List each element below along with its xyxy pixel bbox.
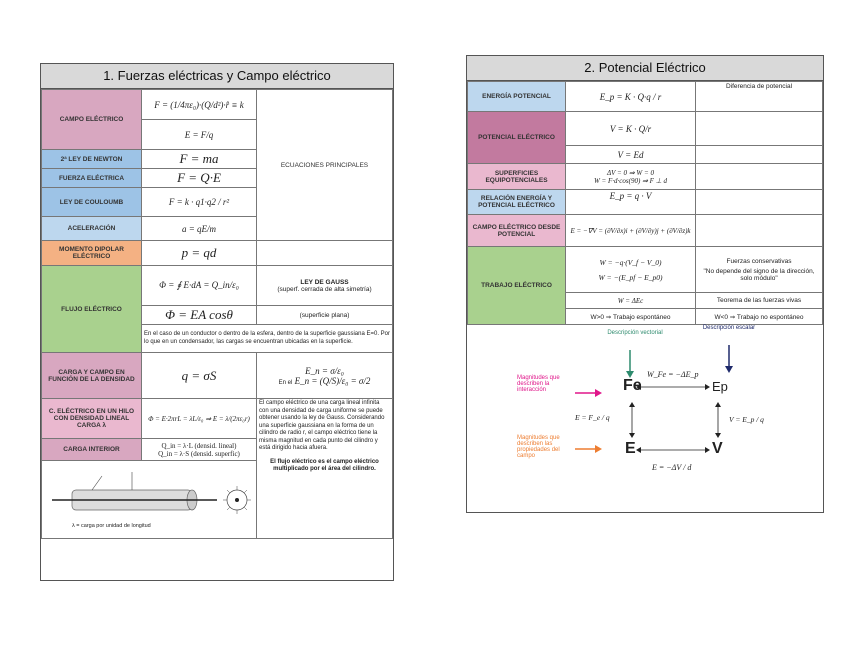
- formula-en-2-text: E_n = (Q/S)/ε₀ = σ/2: [294, 375, 371, 386]
- superficie-plana: (superficie plana): [257, 306, 393, 325]
- trabajo-espontaneo: W>0 ⇒ Trabajo espontáneo: [566, 309, 696, 325]
- label-aceleracion: ACELERACIÓN: [42, 217, 142, 241]
- formula-flujo-2: Φ = EA cosθ: [142, 306, 257, 325]
- magnitudes-campo: Magnitudes que describen las propiedades del campo: [517, 435, 560, 459]
- formula-en: [257, 353, 393, 399]
- trabajo-no-espontaneo: W<0 ⇒ Trabajo no espontáneo: [696, 309, 823, 325]
- formula-coulomb: F = k · q1·q2 / r²: [142, 188, 257, 217]
- empty-cell: [696, 164, 823, 190]
- formula-flujo-1: Φ = ∮ E·dA = Q_in/ε₀: [142, 266, 257, 306]
- label-relacion: RELACIÓN ENERGÍA Y POTENCIAL ELÉCTRICO: [468, 190, 566, 215]
- label-flujo: FLUJO ELÉCTRICO: [42, 266, 142, 353]
- empty-cell: [696, 146, 823, 164]
- equation-e-fe: E = F_e / q: [575, 413, 610, 422]
- conservativas-note: "No depende del signo de la dirección, solo módulo": [703, 267, 815, 282]
- sheet1-title: 1. Fuerzas eléctricas y Campo eléctrico: [41, 64, 393, 89]
- sheet-potencial-electrico: [466, 55, 824, 513]
- equation-wfe: W_Fe = −ΔE_p: [647, 370, 699, 379]
- label-potencial: POTENCIAL ELÉCTRICO: [468, 112, 566, 164]
- equation-e-grad: E = −ΔV / d: [652, 463, 692, 472]
- concept-diagram: [467, 325, 823, 495]
- empty-cell: [696, 215, 823, 247]
- sheet2-table: [467, 81, 823, 325]
- conservativas-cell: [696, 247, 823, 293]
- formula-potencial-1: V = K · Q/r: [566, 112, 696, 146]
- label-newton: 2ª LEY DE NEWTON: [42, 150, 142, 169]
- empty-cell: [257, 241, 393, 266]
- label-superficies: SUPERFICIES EQUIPOTENCIALES: [468, 164, 566, 190]
- trabajo-line-2: W = −(E_pf − E_p0): [598, 272, 663, 282]
- desc-vectorial: Descripción vectorial: [607, 330, 663, 336]
- formula-campo-1: F = (1/4πε₀)·(Q/d²)·r̂ ≡ k: [142, 90, 257, 120]
- formula-carga: q = σS: [142, 353, 257, 399]
- flujo-bold-note: El flujo eléctrico es el campo eléctrico multiplicado por el área del cilindro.: [270, 458, 379, 472]
- hilo-note: El campo eléctrico de una carga lineal infinita con una densidad de carga uniforme se puede obtener usando la ley de Gauss. Considerando una superficie gaussiana en la forma de un cilindro de radio r, el campo eléctrico tiene la misma magnitud en cada punto del cilindro y está dirigido hacia afuera.: [259, 400, 385, 451]
- gauss-sub: (superf. cerrada de alta simetría): [277, 285, 372, 293]
- sheet2-title: 2. Potencial Eléctrico: [467, 56, 823, 81]
- formula-dipolo: p = qd: [142, 241, 257, 266]
- superficies-line-1: ΔV = 0 ⇒ W = 0: [607, 168, 654, 177]
- formula-delta-ec: W = ΔEc: [566, 293, 696, 309]
- empty-cell: [696, 190, 823, 215]
- cylinder-diagram-cell: [42, 461, 257, 539]
- interior-line-2: Q_in = λ·S (densid. superfic): [158, 449, 240, 458]
- label-campo: CAMPO ELÉCTRICO: [42, 90, 142, 150]
- ecuaciones-principales: ECUACIONES PRINCIPALES: [257, 90, 393, 241]
- diagram-arrows: [467, 325, 823, 495]
- en-el-text: En el: [278, 379, 293, 386]
- gauss-title: LEY DE GAUSS: [300, 278, 349, 286]
- label-trabajo: TRABAJO ELÉCTRICO: [468, 247, 566, 325]
- formula-fuerza: F = Q·E: [142, 169, 257, 188]
- magnitudes-interaccion: Magnitudes que describen la interacción: [517, 375, 560, 393]
- formula-trabajo: [566, 247, 696, 293]
- label-carga-interior: CARGA INTERIOR: [42, 439, 142, 461]
- formula-relacion: E_p = q · V: [566, 190, 696, 215]
- label-carga-densidad: CARGA Y CAMPO EN FUNCIÓN DE LA DENSIDAD: [42, 353, 142, 399]
- scalar-ep: Ep: [712, 379, 728, 394]
- formula-interior: [142, 439, 257, 461]
- formula-en-2: [259, 376, 390, 386]
- label-campo-potencial: CAMPO ELÉCTRICO DESDE POTENCIAL: [468, 215, 566, 247]
- superficies-line-2: W = F·d·cos(90) ⇒ F ⊥ d: [593, 176, 668, 185]
- formula-potencial-2: V = Ed: [566, 146, 696, 164]
- formula-newton: F = ma: [142, 150, 257, 169]
- formula-superficies: [566, 164, 696, 190]
- label-energia: ENERGÍA POTENCIAL: [468, 82, 566, 112]
- teorema-fuerzas-vivas: Teorema de las fuerzas vivas: [696, 293, 823, 309]
- desc-escalar: Descripción escalar: [702, 325, 756, 331]
- label-hilo: C. ELÉCTRICO EN UN HILO CON DENSIDAD LINEAL CARGA λ: [42, 399, 142, 439]
- vector-e: E: [625, 440, 636, 457]
- formula-en-1: E_n = σ/ε₀: [305, 365, 344, 376]
- sheet1-table: [41, 89, 393, 539]
- trabajo-line-1: W = −q·(V_f − V_0): [599, 257, 662, 267]
- conservativas-title: Fuerzas conservativas: [726, 257, 792, 265]
- interior-line-1: Q_in = λ·L (densid. lineal): [161, 441, 237, 450]
- formula-campo-potencial: E = −∇V = (∂V/∂x)i + (∂V/∂y)j + (∂V/∂z)k: [566, 215, 696, 247]
- cylinder-caption: λ = carga por unidad de longitud: [72, 523, 151, 529]
- gauss-cell: [257, 266, 393, 306]
- scalar-v: V: [712, 440, 723, 457]
- diferencia-potencial: Diferencia de potencial: [696, 82, 823, 112]
- empty-cell: [696, 112, 823, 146]
- label-dipolo: MOMENTO DIPOLAR ELÉCTRICO: [42, 241, 142, 266]
- formula-campo-2: E = F/q: [142, 120, 257, 150]
- label-coulomb: LEY DE COULOUMB: [42, 188, 142, 217]
- sheet-fuerzas-electricas: [40, 63, 394, 581]
- vector-fe: Fe: [623, 377, 642, 394]
- flujo-note: En el caso de un conductor o dentro de la esfera, dentro de la superficie gaussiana E=0. Por lo que en un condensador, las cargas se encuentran ubicadas en la superficie.: [142, 325, 393, 353]
- formula-energia: E_p = K · Q·q / r: [566, 82, 696, 112]
- formula-aceleracion: a = qE/m: [142, 217, 257, 241]
- equation-v-ep: V = E_p / q: [729, 415, 764, 424]
- label-fuerza: FUERZA ELÉCTRICA: [42, 169, 142, 188]
- formula-hilo: Φ = E·2πrL = λL/ε₀ ⇒ E = λ/(2πε₀r): [142, 399, 257, 439]
- hilo-note-cell: [257, 399, 393, 539]
